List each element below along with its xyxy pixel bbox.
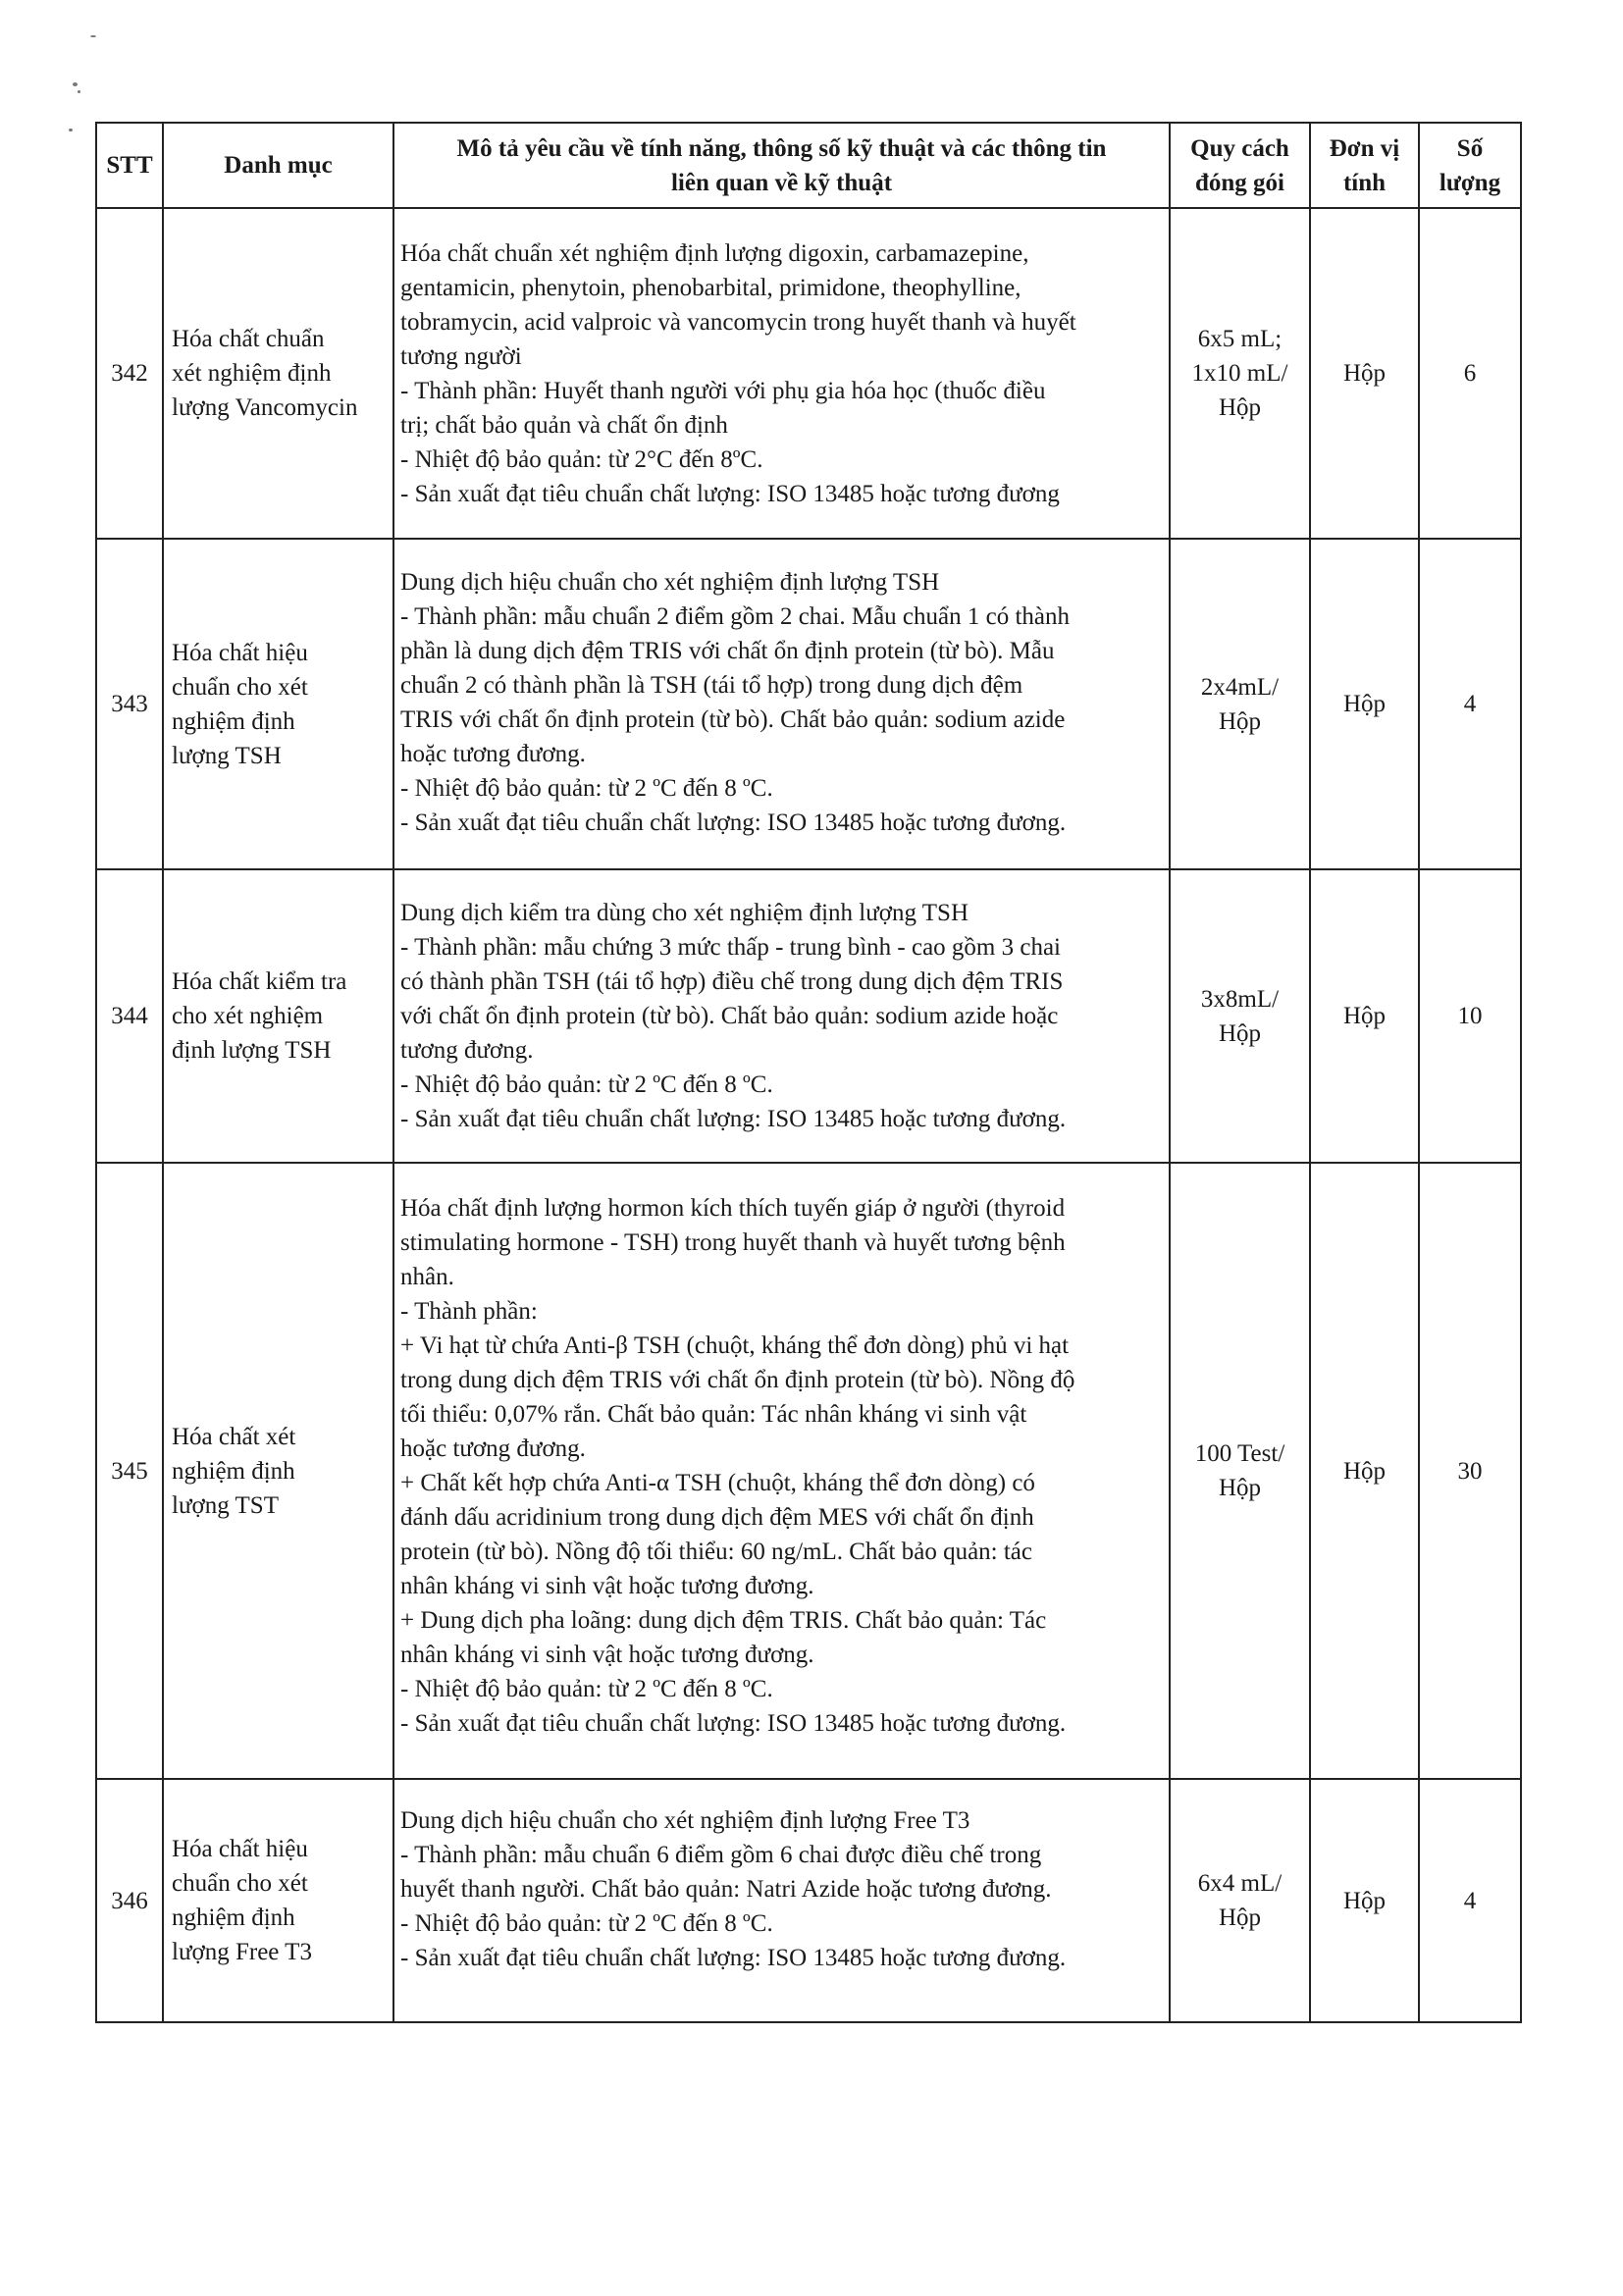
header-packaging [1170,123,1310,208]
category-line: lượng TST [172,1491,279,1519]
description-line: - Nhiệt độ bảo quản: từ 2 ºC đến 8 ºC. [400,1910,773,1937]
packaging-line: 6x5 mL; [1197,326,1283,352]
category-line: Hóa chất xét [172,1423,296,1450]
row-packaging [1170,869,1310,1163]
description-line: Dung dịch hiệu chuẩn cho xét nghiệm định lượng Free T3 [400,1807,970,1834]
row-category [163,869,393,1163]
row-stt: 345 [96,1163,163,1779]
header-stt: STT [96,123,163,208]
description-line: tương người [400,343,522,370]
description-line: - Nhiệt độ bảo quản: từ 2°C đến 8ºC. [400,446,763,473]
category-line: Hóa chất hiệu [172,639,308,666]
description-line: + Chất kết hợp chứa Anti-α TSH (chuột, kháng thể đơn dòng) có [400,1470,1035,1496]
row-packaging [1170,1163,1310,1779]
description-line: - Nhiệt độ bảo quản: từ 2 ºC đến 8 ºC. [400,1071,773,1098]
description-line: - Thành phần: mẫu chuẩn 2 điểm gồm 2 chai. Mẫu chuẩn 1 có thành [400,603,1070,630]
description-line: - Thành phần: Huyết thanh người với phụ gia hóa học (thuốc điều [400,378,1046,404]
specification-table [95,122,1522,2023]
row-quantity: 4 [1419,1779,1521,2022]
packaging-line: Hộp [1218,1475,1262,1501]
description-line: + Dung dịch pha loãng: dung dịch đệm TRIS. Chất bảo quản: Tác [400,1607,1047,1634]
category-line: lượng TSH [172,742,282,769]
row-unit: Hộp [1310,1779,1419,2022]
description-line: tối thiểu: 0,07% rắn. Chất bảo quản: Tác nhân kháng vi sinh vật [400,1401,1027,1428]
header-quantity [1419,123,1521,208]
description-line: - Nhiệt độ bảo quản: từ 2 ºC đến 8 ºC. [400,775,773,802]
category-line: nghiệm định [172,1905,295,1931]
description-line: huyết thanh người. Chất bảo quản: Natri Azide hoặc tương đương. [400,1876,1052,1903]
header-unit [1310,123,1419,208]
row-category [163,208,393,539]
row-stt: 343 [96,539,163,869]
description-line: - Thành phần: mẫu chuẩn 6 điểm gồm 6 chai được điều chế trong [400,1842,1042,1868]
description-line: - Thành phần: mẫu chứng 3 mức thấp - trung bình - cao gồm 3 chai [400,934,1061,961]
header-packaging-line: Quy cách [1190,134,1289,162]
header-description-line: Mô tả yêu cầu về tính năng, thông số kỹ thuật và các thông tin [456,134,1107,162]
category-line: Hóa chất chuẩn [172,326,325,352]
header-packaging-line: đóng gói [1194,169,1284,196]
description-line: với chất ổn định protein (từ bò). Chất bảo quản: sodium azide hoặc [400,1003,1059,1029]
description-line: tobramycin, acid valproic và vancomycin trong huyết thanh và huyết [400,309,1076,336]
table-header-row [96,123,1521,208]
table-row [96,539,1521,869]
description-line: - Sản xuất đạt tiêu chuẩn chất lượng: ISO 13485 hoặc tương đương. [400,1710,1067,1737]
row-category [163,1163,393,1779]
row-stt: 342 [96,208,163,539]
row-unit: Hộp [1310,539,1419,869]
header-category: Danh mục [163,123,393,208]
category-line: Hóa chất kiểm tra [172,968,347,995]
category-line: Hóa chất hiệu [172,1836,308,1862]
row-quantity: 10 [1419,869,1521,1163]
description-line: nhân kháng vi sinh vật hoặc tương đương. [400,1573,814,1599]
description-line: trị; chất bảo quản và chất ổn định [400,412,728,439]
header-quantity-line: Số [1456,134,1484,162]
category-line: nghiệm định [172,1457,295,1485]
header-unit-line: Đơn vị [1329,134,1400,162]
row-unit: Hộp [1310,1163,1419,1779]
row-description [393,208,1170,539]
row-description [393,539,1170,869]
description-line: - Sản xuất đạt tiêu chuẩn chất lượng: ISO 13485 hoặc tương đương. [400,1945,1067,1971]
description-line: đánh dấu acridinium trong dung dịch đệm MES với chất ổn định [400,1504,1034,1531]
row-quantity: 6 [1419,208,1521,539]
category-line: nghiệm định [172,707,295,735]
description-line: hoặc tương đương. [400,741,586,767]
description-line: - Sản xuất đạt tiêu chuẩn chất lượng: ISO 13485 hoặc tương đương. [400,1106,1067,1132]
row-description [393,1163,1170,1779]
description-line: tương đương. [400,1037,534,1064]
row-quantity: 30 [1419,1163,1521,1779]
description-line: TRIS với chất ổn định protein (từ bò). Chất bảo quản: sodium azide [400,706,1066,733]
packaging-line: 1x10 mL/ [1191,360,1288,387]
row-description [393,1779,1170,2022]
row-packaging [1170,1779,1310,2022]
description-line: stimulating hormone - TSH) trong huyết thanh và huyết tương bệnh [400,1229,1066,1256]
category-line: chuẩn cho xét [172,1870,308,1897]
description-line: Dung dịch hiệu chuẩn cho xét nghiệm định lượng TSH [400,569,940,596]
table-row [96,1779,1521,2022]
description-line: Hóa chất định lượng hormon kích thích tuyến giáp ở người (thyroid [400,1195,1066,1222]
description-line: Dung dịch kiểm tra dùng cho xét nghiệm định lượng TSH [400,900,969,926]
description-line: - Sản xuất đạt tiêu chuẩn chất lượng: ISO 13485 hoặc tương đương [400,481,1060,507]
packaging-line: Hộp [1218,1019,1262,1047]
description-line: - Nhiệt độ bảo quản: từ 2 ºC đến 8 ºC. [400,1676,773,1702]
row-category [163,539,393,869]
category-line: định lượng TSH [172,1037,332,1064]
header-quantity-line: lượng [1439,169,1501,196]
row-unit: Hộp [1310,208,1419,539]
row-quantity: 4 [1419,539,1521,869]
category-line: lượng Vancomycin [172,394,358,421]
row-packaging [1170,539,1310,869]
description-line: hoặc tương đương. [400,1435,586,1462]
row-unit: Hộp [1310,869,1419,1163]
description-line: chuẩn 2 có thành phần là TSH (tái tổ hợp) trong dung dịch đệm [400,672,1023,699]
category-line: lượng Free T3 [172,1939,312,1965]
category-line: xét nghiệm định [172,360,332,387]
category-line: cho xét nghiệm [172,1003,324,1029]
row-category [163,1779,393,2022]
description-line: + Vi hạt từ chứa Anti-β TSH (chuột, kháng thể đơn dòng) phủ vi hạt [400,1332,1070,1359]
description-line: nhân. [400,1264,454,1290]
description-line: trong dung dịch đệm TRIS với chất ổn định protein (từ bò). Nồng độ [400,1367,1075,1393]
description-line: Hóa chất chuẩn xét nghiệm định lượng digoxin, carbamazepine, [400,240,1029,267]
packaging-line: Hộp [1218,1905,1262,1931]
packaging-line: 100 Test/ [1194,1440,1285,1467]
description-line: - Thành phần: [400,1298,538,1325]
description-line: protein (từ bò). Nồng độ tối thiểu: 60 ng/mL. Chất bảo quản: tác [400,1539,1032,1565]
description-line: có thành phần TSH (tái tổ hợp) điều chế trong dung dịch đệm TRIS [400,968,1064,995]
description-line: - Sản xuất đạt tiêu chuẩn chất lượng: ISO 13485 hoặc tương đương. [400,809,1067,836]
description-line: nhân kháng vi sinh vật hoặc tương đương. [400,1642,814,1668]
table-row [96,869,1521,1163]
description-line: gentamicin, phenytoin, phenobarbital, primidone, theophylline, [400,275,1021,301]
packaging-line: Hộp [1218,394,1262,421]
table-row [96,208,1521,539]
row-packaging [1170,208,1310,539]
header-unit-line: tính [1342,169,1387,196]
packaging-line: 6x4 mL/ [1197,1870,1283,1897]
packaging-line: Hộp [1218,707,1262,735]
row-description [393,869,1170,1163]
description-line: phần là dung dịch đệm TRIS với chất ổn định protein (từ bò). Mẫu [400,638,1055,664]
packaging-line: 3x8mL/ [1200,985,1280,1013]
packaging-line: 2x4mL/ [1200,673,1280,701]
row-stt: 344 [96,869,163,1163]
header-description [393,123,1170,208]
category-line: chuẩn cho xét [172,673,308,701]
header-description-line: liên quan về kỹ thuật [670,169,893,196]
row-stt: 346 [96,1779,163,2022]
table-row [96,1163,1521,1779]
